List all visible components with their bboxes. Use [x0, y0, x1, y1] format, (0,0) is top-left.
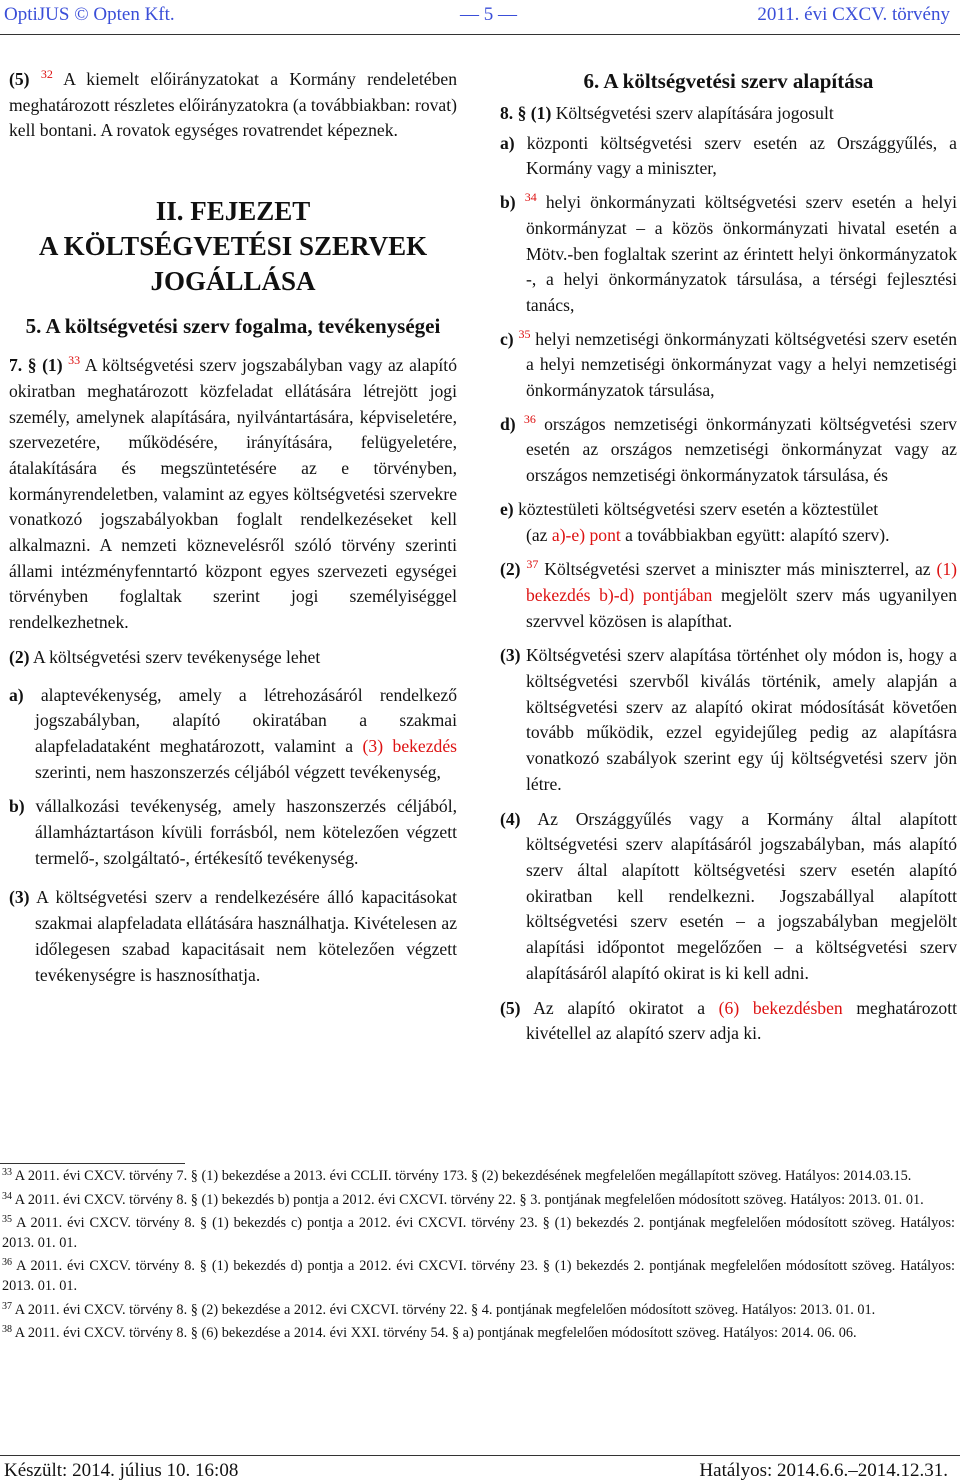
paragraph-text-before: Az alapító okiratot a	[533, 997, 706, 1018]
list-item	[500, 327, 957, 404]
footnotes	[2, 1167, 955, 1348]
paragraph-text-before: Költségvetési szervet a miniszter más miniszterrel, az	[544, 559, 931, 580]
footnote	[2, 1214, 955, 1253]
footer-effective-range: Hatályos: 2014.6.6.–2014.12.31.	[699, 1460, 948, 1481]
section-8-paragraph-5	[500, 996, 957, 1047]
paragraph-text: A költségvetési szerv jogszabályban vagy az alapító okiratban meghatározott közfeladat ellátására létrejött jogi személy, amelynek alapítására, nyilvántartására, képviseletére, szervezetére, működésére, irányítására, felügyeletére, átalakítására és megszüntetésére az e törvényben, kormányrendeletben, valamint az egyes költségvetési szervekre vonatkozó jogszabályokban foglalt rendelkezéseket kell alkalmazni. A nemzeti köznevelésről szóló törvény szerinti állami intézményfenntartó központ egyes szervezeti egységei törvényben foglaltak szerint jogi személyiséggel rendelkezhetnek.	[9, 355, 457, 633]
closing-text-before: (az	[526, 524, 548, 545]
footnote-ref[interactable]: 32	[40, 67, 53, 81]
paragraph-text: A költségvetési szerv a rendelkezésére álló kapacitásokat szakmai alapfeladata ellátására használhatja. Kivételesen az időlegesen szabad kapacitásait nem kötelezően végzett tevékenységre is hasznosíthatja.	[35, 887, 458, 985]
list-item	[500, 190, 957, 319]
paragraph-label: 7. § (1)	[9, 355, 63, 376]
item-label: b)	[500, 192, 516, 213]
footnote-text: A 2011. évi CXCV. törvény 7. § (1) bekezdése a 2013. évi CCLII. törvény 173. § (2) bekezdésének megfelelően megállapított szöveg. Hatályos: 2014.03.15.	[14, 1168, 912, 1184]
paragraph-label: (4)	[500, 808, 521, 829]
footnote-divider	[0, 1163, 185, 1164]
item-text-after: szerinti, nem haszonszerzés céljából végzett tevékenység,	[35, 761, 441, 782]
section-5-heading: 5. A költségvetési szerv fogalma, tevékenységei	[25, 314, 441, 339]
chapter-heading	[9, 194, 457, 299]
left-column	[9, 67, 457, 997]
section-6-heading: 6. A költségvetési szerv alapítása	[583, 69, 874, 93]
paragraph-label: (5)	[9, 69, 30, 89]
paragraph-label: (5)	[500, 997, 521, 1018]
section-8-paragraph-3	[500, 643, 957, 797]
footnote-number: 34	[2, 1190, 12, 1202]
footnote-number: 35	[2, 1214, 12, 1226]
footnote-ref[interactable]: 33	[68, 353, 81, 368]
section-7-paragraph-1	[9, 353, 457, 636]
header-divider	[0, 34, 960, 35]
item-text: köztestületi költségvetési szerv esetén a köztestület	[518, 498, 879, 519]
cross-reference-link[interactable]: (3) bekezdés	[362, 735, 458, 756]
section-8-paragraph-2	[500, 557, 957, 634]
paragraph-text: Költségvetési szerv alapítása történhet oly módon is, hogy a költségvetési szervből kiválás történik, amely alapján a költségvetési szerv az alapító okirat módosítását követően tovább működik, ezzel egyidejűleg pedig az alapításra vonatkozó szabályok szerint egy új költségvetési szerv jön létre.	[525, 645, 957, 794]
cross-reference-link[interactable]: (6) bekezdésben	[718, 997, 843, 1018]
paragraph-text-after: meghatározott kivétellel az alapító szerv adja ki.	[526, 997, 957, 1044]
footnote-text: A 2011. évi CXCV. törvény 8. § (2) bekezdése a 2012. évi CXCVI. törvény 22. § 4. pontjának megfelelően módosított szöveg. Hatályos: 2013. 01. 01.	[14, 1301, 876, 1318]
paragraph-text-after: megjelölt szerv más ugyanilyen szervvel közösen is alapíthat.	[526, 584, 958, 631]
item-label: a)	[500, 132, 515, 153]
footnote-ref[interactable]: 34	[524, 190, 537, 205]
section-7-item-b	[9, 794, 457, 871]
header-law-title: 2011. évi CXCV. törvény	[757, 4, 950, 25]
cross-reference-link[interactable]: (1) bekezdés b)-d) pontjában	[526, 559, 957, 605]
footnote	[2, 1257, 955, 1296]
item-label: a)	[9, 684, 24, 705]
item-label: e)	[500, 498, 514, 519]
footnote	[2, 1301, 955, 1321]
footnote-text: A 2011. évi CXCV. törvény 8. § (1) bekezdés c) pontja a 2012. évi CXCVI. törvény 23. § (1) bekezdés 2. pontjának megfelelően módosított szöveg. Hatályos: 2013. 01. 01.	[2, 1215, 955, 1251]
footnote-number: 37	[2, 1300, 12, 1312]
item-label: c)	[500, 328, 514, 349]
item-label: d)	[500, 413, 516, 434]
paragraph-label: (2)	[500, 559, 521, 580]
paragraph-5	[9, 67, 457, 144]
paragraph-text: Költségvetési szerv alapítására jogosult	[555, 103, 834, 123]
chapter-number: II. FEJEZET	[155, 196, 311, 227]
footnote-ref[interactable]: 35	[518, 326, 531, 341]
footnote-number: 38	[2, 1324, 12, 1336]
header-publisher: OptiJUS © Opten Kft.	[4, 4, 175, 25]
footer-divider	[0, 1455, 960, 1456]
paragraph-label: (3)	[9, 887, 30, 908]
item-text: helyi önkormányzati költségvetési szerv esetén a helyi önkormányzat – a közös önkormányzati hivatal esetén a Mötv.-ben foglaltak szerint az érintett helyi önkormányzatok -, a helyi önkormányzatok társulása, a térségi fejlesztési tanács,	[526, 192, 957, 315]
chapter-title-line2: JOGÁLLÁSA	[150, 266, 316, 297]
item-text: vállalkozási tevékenység, amely haszonszerzés céljából, államháztartáson kívüli forrásból, nem kötelezően végzett termelő-, szolgáltató-, értékesítő tevékenység.	[35, 796, 457, 868]
item-text-before: alaptevékenység, amely a létrehozásáról rendelkező jogszabályban, alapító okiratában a szakmai alapfeladataként meghatározott, valamint a	[35, 684, 457, 756]
paragraph-label: (3)	[500, 645, 521, 666]
paragraph-label: (2)	[9, 646, 30, 667]
item-label: b)	[9, 796, 25, 817]
section-7-paragraph-2	[9, 645, 457, 671]
footnote-text: A 2011. évi CXCV. törvény 8. § (1) bekezdés b) pontja a 2012. évi CXCVI. törvény 22. § 3. pontjának megfelelően módosított szöveg. Hatályos: 2013. 01. 01.	[14, 1191, 924, 1208]
chapter-title-line1: A KÖLTSÉGVETÉSI SZERVEK	[38, 231, 428, 262]
right-column	[500, 67, 957, 1056]
list-item	[500, 412, 957, 489]
item-text: központi költségvetési szerv esetén az Országgyűlés, a Kormány vagy a miniszter,	[526, 132, 957, 179]
item-text: országos nemzetiségi önkormányzati költségvetési szerv esetén az országos nemzetiségi önkormányzat vagy az országos nemzetiségi önkormányzatok társulása, és	[526, 413, 957, 486]
paragraph-label: 8. § (1)	[500, 103, 552, 123]
footnote	[2, 1191, 955, 1211]
list-closing	[500, 523, 957, 549]
header-page-number: — 5 —	[460, 4, 517, 25]
footer-created-date: Készült: 2014. július 10. 16:08	[4, 1460, 239, 1481]
footnote-text: A 2011. évi CXCV. törvény 8. § (6) bekezdése a 2014. évi XXI. törvény 54. § a) pontjának megfelelően módosított szöveg. Hatályos: 2014. 06. 06.	[14, 1325, 857, 1342]
paragraph-text: A költségvetési szerv tevékenysége lehet	[32, 646, 321, 667]
paragraph-text: A kiemelt előirányzatokat a Kormány rendeletében meghatározott részletes előirányzatokra (a továbbiakban: rovat) kell bontani. A rovatok egységes rovatrendet képeznek.	[9, 69, 457, 141]
section-7-item-a	[9, 683, 457, 786]
footnote-number: 33	[2, 1167, 12, 1178]
paragraph-text: Az Országgyűlés vagy a Kormány által alapított költségvetési szerv alapításáról jogszabályban, más alapító szerv által alapított költségvetési szerv esetén alapító okiratban kell rendelkezni. Jogszabállyal alapított költségvetési szerv esetén – a jogszabályban megjelölt alapítási időpontot megelőzően – a költségvetési szerv alapításáról alapító okirat is ki kell adni.	[526, 808, 957, 983]
item-text: helyi nemzetiségi önkormányzati költségvetési szerv esetén a helyi nemzetiségi önkormányzat vagy a helyi nemzetiségi önkormányzatok társulása,	[526, 328, 957, 401]
section-8-paragraph-1	[500, 101, 957, 127]
section-8-paragraph-4	[500, 807, 957, 987]
section-7-paragraph-3	[9, 885, 457, 988]
list-item	[500, 497, 957, 523]
footnote	[2, 1324, 955, 1344]
closing-text-after: a továbbiakban együtt: alapító szerv).	[625, 524, 890, 545]
list-item	[500, 131, 957, 182]
footnote-number: 36	[2, 1257, 12, 1269]
footnote-text: A 2011. évi CXCV. törvény 8. § (1) bekezdés d) pontja a 2012. évi CXCVI. törvény 23. § (1) bekezdés 2. pontjának megfelelően módosított szöveg. Hatályos: 2013. 01. 01.	[2, 1258, 955, 1294]
founder-list	[500, 131, 957, 549]
footnote-ref[interactable]: 36	[523, 411, 536, 426]
footnote-ref[interactable]: 37	[526, 557, 539, 572]
footnote	[2, 1167, 955, 1187]
cross-reference-link[interactable]: a)-e) pont	[551, 524, 621, 545]
